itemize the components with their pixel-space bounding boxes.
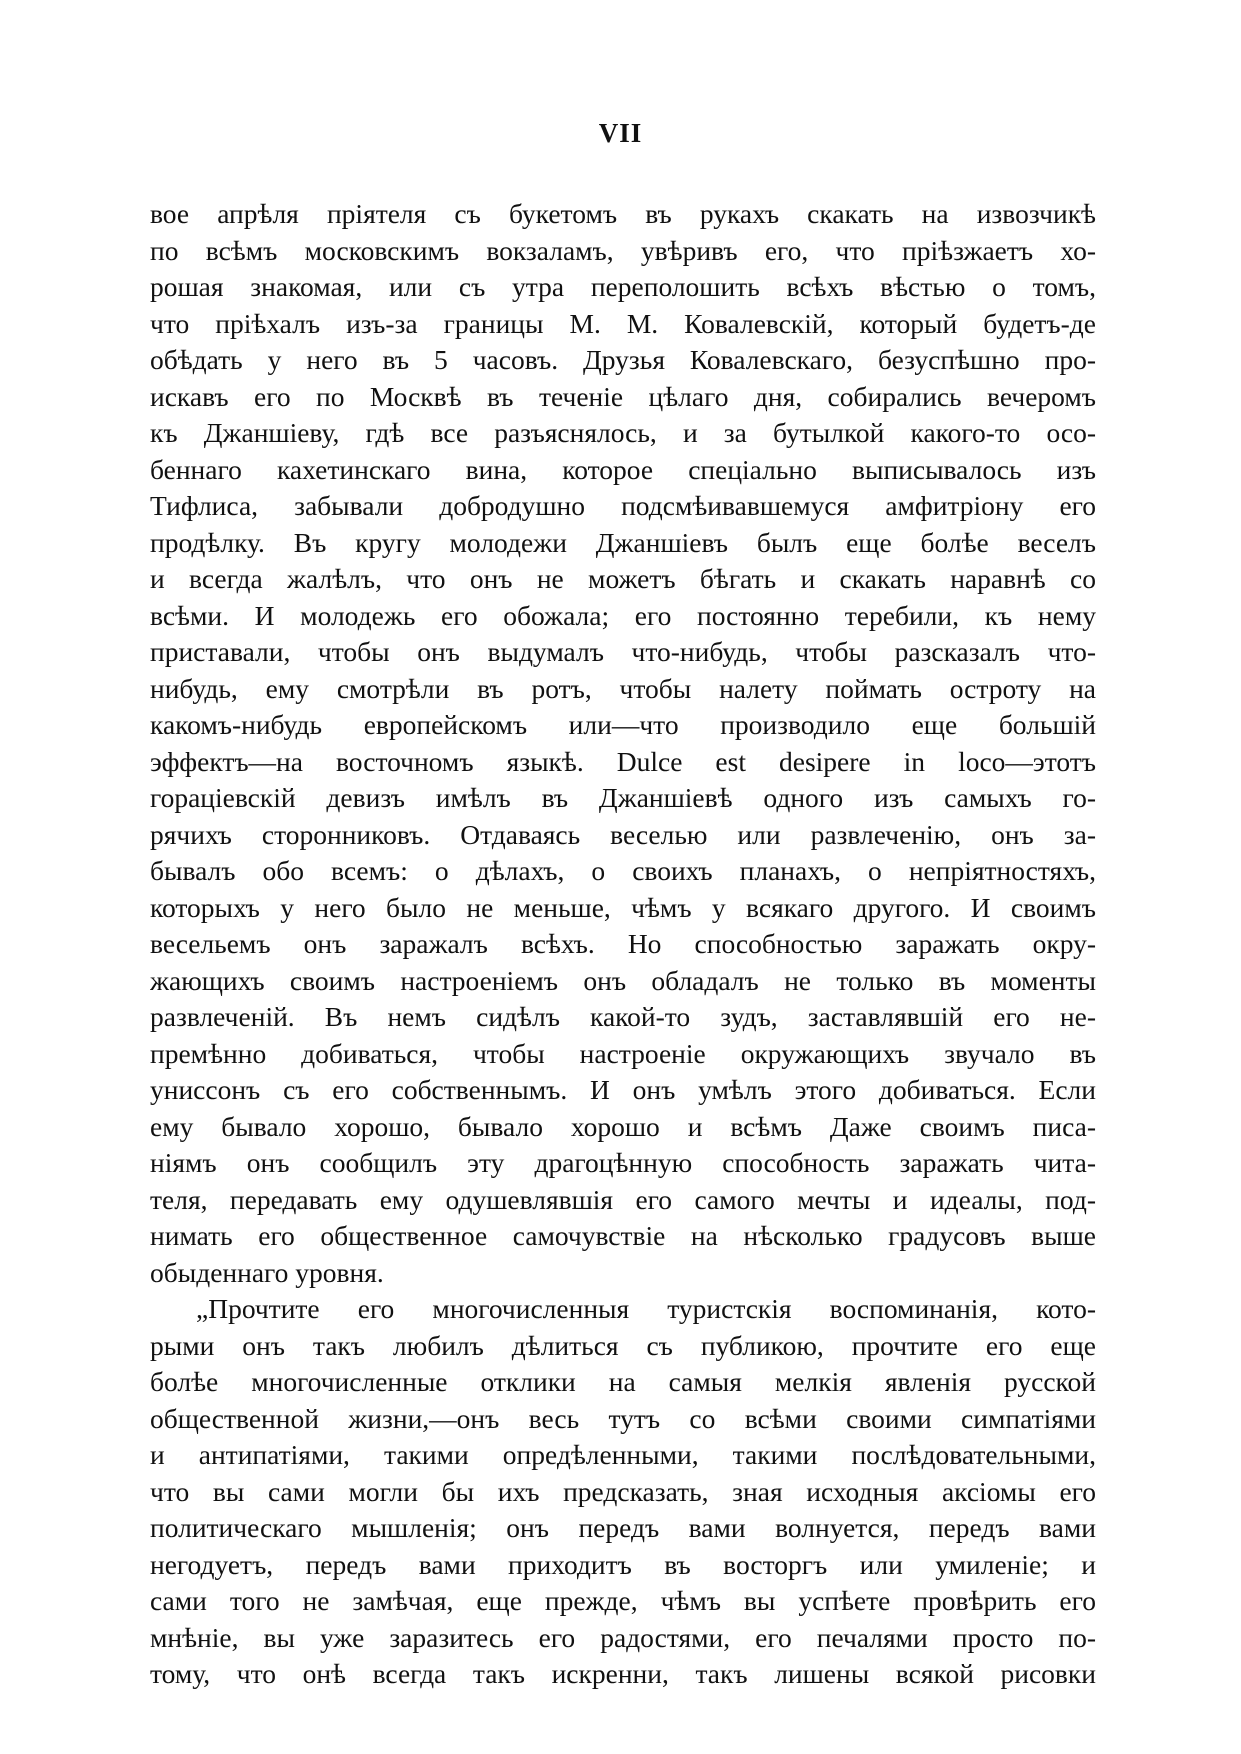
- text-line: „Прочтите его многочисленныя туристскія воспоминанія, кото-: [196, 1293, 1096, 1324]
- text-line: болѣе многочисленные отклики на самыя мелкія явленія русской: [150, 1366, 1096, 1397]
- text-line: которыхъ у него было не меньше, чѣмъ у всякаго другого. И своимъ: [150, 891, 1096, 923]
- text-line: ніямъ онъ сообщилъ эту драгоцѣнную способность заражать чита-: [150, 1147, 1096, 1178]
- text-line: ему бывало хорошо, бывало хорошо и всѣмъ Даже своимъ писа-: [150, 1110, 1096, 1142]
- text-line: рошая знакомая, или съ утра переполошить всѣхъ вѣстью о томъ,: [150, 271, 1096, 302]
- text-line: премѣнно добиваться, чтобы настроеніе окружающихъ звучало въ: [150, 1037, 1096, 1069]
- text-line: развлеченій. Въ немъ сидѣлъ какой-то зудъ, заставлявшій его не-: [150, 1001, 1096, 1032]
- text-line: рячихъ сторонниковъ. Отдаваясь веселью или развлеченію, онъ за-: [150, 818, 1096, 850]
- text-line: жающихъ своимъ настроеніемъ онъ обладалъ не только въ моменты: [150, 964, 1096, 996]
- text-line: нибудь, ему смотрѣли въ ротъ, чтобы налету поймать остроту на: [150, 672, 1096, 704]
- text-line: что пріѣхалъ изъ-за границы М. М. Ковалевскій, который будетъ-де: [150, 307, 1096, 339]
- text-line: что вы сами могли бы ихъ предсказать, зная исходныя аксіомы его: [150, 1475, 1096, 1507]
- body-text: [150, 196, 1096, 1693]
- text-line: по всѣмъ московскимъ вокзаламъ, увѣривъ его, что пріѣзжаетъ хо-: [150, 234, 1096, 266]
- text-line: къ Джаншіеву, гдѣ все разъяснялось, и за бутылкой какого-то осо-: [150, 417, 1096, 448]
- text-line: весельемъ онъ заражалъ всѣхъ. Но способностью заражать окру-: [150, 928, 1096, 959]
- text-line: общественной жизни,—онъ весь тутъ со всѣми своими симпатіями: [150, 1402, 1096, 1434]
- text-line: продѣлку. Въ кругу молодежи Джаншіевъ былъ еще болѣе веселъ: [150, 526, 1096, 558]
- text-line: негодуетъ, передъ вами приходитъ въ восторгъ или умиленіе; и: [150, 1548, 1096, 1580]
- text-line: сами того не замѣчая, еще прежде, чѣмъ вы успѣете провѣрить его: [150, 1585, 1096, 1616]
- text-line: бывалъ обо всемъ: о дѣлахъ, о своихъ планахъ, о непріятностяхъ,: [150, 855, 1096, 886]
- page-number: VII: [598, 118, 643, 148]
- text-line: обѣдать у него въ 5 часовъ. Друзья Ковалевскаго, безуспѣшно про-: [150, 344, 1096, 375]
- text-line: нимать его общественное самочувствіе на нѣсколько градусовъ выше: [150, 1220, 1096, 1251]
- paragraph-1: [150, 196, 1096, 1291]
- text-line: эффектъ—на восточномъ языкѣ. Dulce est desipere in loco—этотъ: [150, 745, 1096, 777]
- text-line: униссонъ съ его собственнымъ. И онъ умѣлъ этого добиваться. Если: [150, 1074, 1096, 1105]
- text-line: какомъ-нибудь европейскомъ или—что производило еще большій: [150, 709, 1096, 740]
- text-line: теля, передавать ему одушевлявшія его самого мечты и идеалы, под-: [150, 1183, 1096, 1215]
- text-line: вое апрѣля пріятеля съ букетомъ въ рукахъ скакать на извозчикѣ: [150, 198, 1096, 229]
- text-line: приставали, чтобы онъ выдумалъ что-нибудь, чтобы разсказалъ что-: [150, 636, 1096, 667]
- text-line: Тифлиса, забывали добродушно подсмѣивавшемуся амфитріону его: [150, 490, 1096, 521]
- text-line: тому, что онѣ всегда такъ искренни, такъ лишены всякой рисовки: [150, 1658, 1096, 1689]
- text-line: и антипатіями, такими опредѣленными, такими послѣдовательными,: [150, 1439, 1096, 1470]
- text-line: обыденнаго уровня.: [150, 1256, 384, 1288]
- text-line: мнѣніе, вы уже заразитесь его радостями, его печалями просто по-: [150, 1621, 1096, 1653]
- text-line: всѣми. И молодежь его обожала; его постоянно теребили, къ нему: [150, 599, 1096, 631]
- text-line: беннаго кахетинскаго вина, которое спеціально выписывалось изъ: [150, 453, 1096, 485]
- paragraph-2: [150, 1291, 1096, 1693]
- text-line: политическаго мышленія; онъ передъ вами волнуется, передъ вами: [150, 1512, 1096, 1543]
- text-line: искавъ его по Москвѣ въ теченіе цѣлаго дня, собирались вечеромъ: [150, 380, 1096, 412]
- text-line: рыми онъ такъ любилъ дѣлиться съ публикою, прочтите его еще: [150, 1329, 1096, 1361]
- text-line: гораціевскій девизъ имѣлъ въ Джаншіевѣ одного изъ самыхъ го-: [150, 782, 1096, 813]
- text-line: и всегда жалѣлъ, что онъ не можетъ бѣгать и скакать наравнѣ со: [150, 563, 1096, 594]
